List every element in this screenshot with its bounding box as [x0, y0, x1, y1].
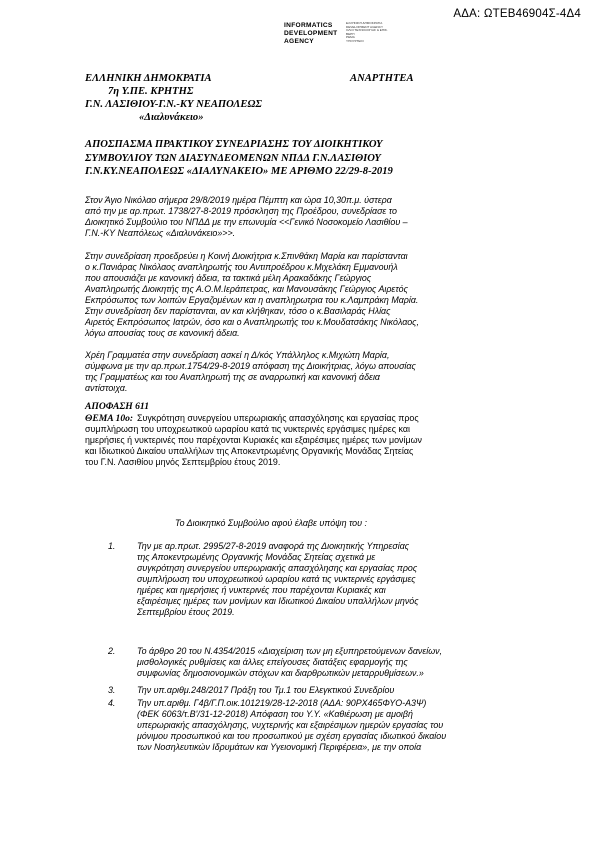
item-number: 2.: [108, 646, 116, 656]
subject-label: ΘΕΜΑ 10ο:: [85, 413, 134, 424]
logo-small-text: ΕΛΛΗΝΙΚΗ ΔΗΜΟΚΡΑΤΙΑ DEVELOPMENT AGENCY ΟΛΟΙ ΤΕΧΝΟΛΟΓΙΑΣ & ΕΠΙΚ. ΒΕΡΗ ΡΕΜΑ ΥΠΟΥΡΓΕΙΟ: [346, 21, 388, 43]
header-hospital: Γ.Ν. ΛΑΣΙΘΙΟΥ-Γ.Ν.-ΚΥ ΝΕΑΠΟΛΕΩΣ: [85, 99, 262, 110]
decision-label: ΑΠΟΦΑΣΗ 611: [85, 401, 149, 412]
item-number: 4.: [108, 698, 116, 708]
header-posted: ΑΝΑΡΤΗΤΕΑ: [350, 73, 414, 84]
logo-words: INFORMATICS DEVELOPMENT AGENCY: [284, 22, 338, 45]
header-state: ΕΛΛΗΝΙΚΗ ΔΗΜΟΚΡΑΤΙΑ: [85, 73, 212, 84]
agency-logo: [284, 22, 404, 50]
attendance-paragraph: Στην συνεδρίαση προεδρεύει η Κοινή Διοικήτρια κ.Σπινθάκη Μαρία και παρίστανται ο κ.Πανιάρας Νικόλαος αναπληρωτής του Αντιπροέδρου κ.Μιχελάκη Εμμανουήλ που απουσιάζει με κανονική άδεια, τα τακτικά μέλη Αρακαδάκης Γεώργιος Αναπληρωτής Διοικητής της Α.Ο.Μ.Ιεράπετρας, και Μανουσάκης Γεώργιος Αιρετός Εκπρόσωπος των λοιπών Εργαζομένων και η αναπληρωτρια του κ.Λαμπράκη Μαρία. Στην συνεδρίαση δεν παρίστανται, αν και κλήθηκαν, τόσο ο κ.Βασιλαράς Ηλίας Αιρετός Εκπρόσωπος Ιατρών, όσο και ο Αναπληρωτής του κ.Μουδατσάκης Νικόλαος, λόγω απουσίας τους σε κανονική άδεια.: [85, 251, 419, 338]
considered-item-3: Την υπ.αριθμ.248/2017 Πράξη του Τμ.1 του Ελεγκτικού Συνεδρίου: [137, 685, 395, 695]
header-hospital-name: «Διαλυνάκειο»: [139, 112, 204, 123]
secretary-paragraph: Χρέη Γραμματέα στην συνεδρίαση ασκεί η Δ/κός Υπάλληλος κ.Μιχιώτη Μαρία, σύμφωνα με την αρ.πρωτ.1754/29-8-2019 απόφαση της Διοικήτριας, λόγω απουσίας της Γραμματέως και του Αναπληρωτή της σε αναρρωτική και κανονική άδεια αντίστοιχα.: [85, 350, 416, 393]
document-title: ΑΠΟΣΠΑΣΜΑ ΠΡΑΚΤΙΚΟΥ ΣΥΝΕΔΡΙΑΣΗΣ ΤΟΥ ΔΙΟΙΚΗΤΙΚΟΥ ΣΥΜΒΟΥΛΙΟΥ ΤΩΝ ΔΙΑΣΥΝΔΕΟΜΕΝΩΝ ΝΠΔΔ Γ.Ν.ΛΑΣΙΘΙΟΥ Γ.Ν.ΚΥ.ΝΕΑΠΟΛΕΩΣ «ΔΙΑΛΥΝΑΚΕΙΟ» ΜΕ ΑΡΙΘΜΟ 22/29-8-2019: [85, 139, 393, 177]
item-number: 3.: [108, 685, 116, 695]
item-number: 1.: [108, 541, 116, 551]
board-intro: Το Διοικητικό Συμβούλιο αφού έλαβε υπόψη του :: [175, 518, 367, 528]
considered-item-1: Την με αρ.πρωτ. 2995/27-8-2019 αναφορά της Διοικητικής Υπηρεσίας της Αποκεντρωμένης Οργανικής Μονάδας Σητείας σχετικά με συγκρότηση συνεργείου υπερωριακής απασχόλησης και εργασίας προς συμπλήρωση του υποχρεωτικού ωραρίου κατά τις νυκτερινές εργάσιμες ημέρες και ημερήσιες ή νυκτερινές που παρέχονται Κυριακές και εξαιρέσιμες ημέρες των μονίμων και Ιδιωτικού Δικαίου υπαλλήλων μηνός Σεπτεμβρίου έτους 2019.: [137, 541, 419, 617]
considered-item-4: Την υπ.αριθμ. Γ4β/Γ.Π.οικ.101219/28-12-2018 (ΑΔΑ: 90ΡΧ465ΦΥΟ-Α3Ψ) (ΦΕΚ 6063/τ.Β'/31-12-2018) Απόφαση του Υ.Υ. «Καθιέρωση με αμοιβή υπερωριακής απασχόλησης, νυχτερινής και εξαιρέσιμων ημερών εργασίας του μόνιμου προσωπικού και του προσωπικού με σχέση εργασίας ιδιωτικού δικαίου των Νοσηλευτικών Ιδρυμάτων και Υγειονομική Περιφέρεια», με την οποία: [137, 698, 447, 752]
header-region: 7η Υ.ΠΕ. ΚΡΗΤΗΣ: [108, 86, 194, 97]
meeting-paragraph: Στον Άγιο Νικόλαο σήμερα 29/8/2019 ημέρα Πέμπτη και ώρα 10,30π.μ. ύστερα από την με αρ.πρωτ. 1738/27-8-2019 πρόσκληση της Προέδρου, συνεδρίασε το Διοικητικό Συμβούλιο του ΝΠΔΔ με την επωνυμία <<Γενικό Νοσοκομείο Λασιθίου – Γ.Ν.-ΚΥ Νεαπόλεως «Διαλυνάκειο»>>.: [85, 195, 408, 238]
considered-item-2: Το άρθρο 20 του Ν.4354/2015 «Διαχείριση των μη εξυπηρετούμενων δανείων, μισθολογικές ρυθμίσεις και άλλες επείγουσες διατάξεις εφαρμογής της συμφωνίας δημοσιονομικών στόχων και διαρθρωτικών μεταρρυθμίσεων.»: [137, 646, 443, 678]
ada-code: ΑΔΑ: ΩΤΕΒ46904Σ-4Δ4: [453, 8, 581, 20]
subject-text: Συγκρότηση συνεργείου υπερωριακής απασχόλησης και εργασίας προς συμπλήρωση του υποχρεωτικού ωραρίου κατά τις νυκτερινές εργάσιμες ημέρες και ημερήσιες ή νυκτερινές που παρέχονται Κυριακές και εξαιρέσιμες ημέρες των μονίμων και Ιδιωτικού Δικαίου υπαλλήλων της Αποκεντρωμένης Οργανικής Μονάδας Σητείας του Γ.Ν. Λασιθίου μηνός Σεπτεμβρίου έτους 2019.: [85, 413, 422, 467]
